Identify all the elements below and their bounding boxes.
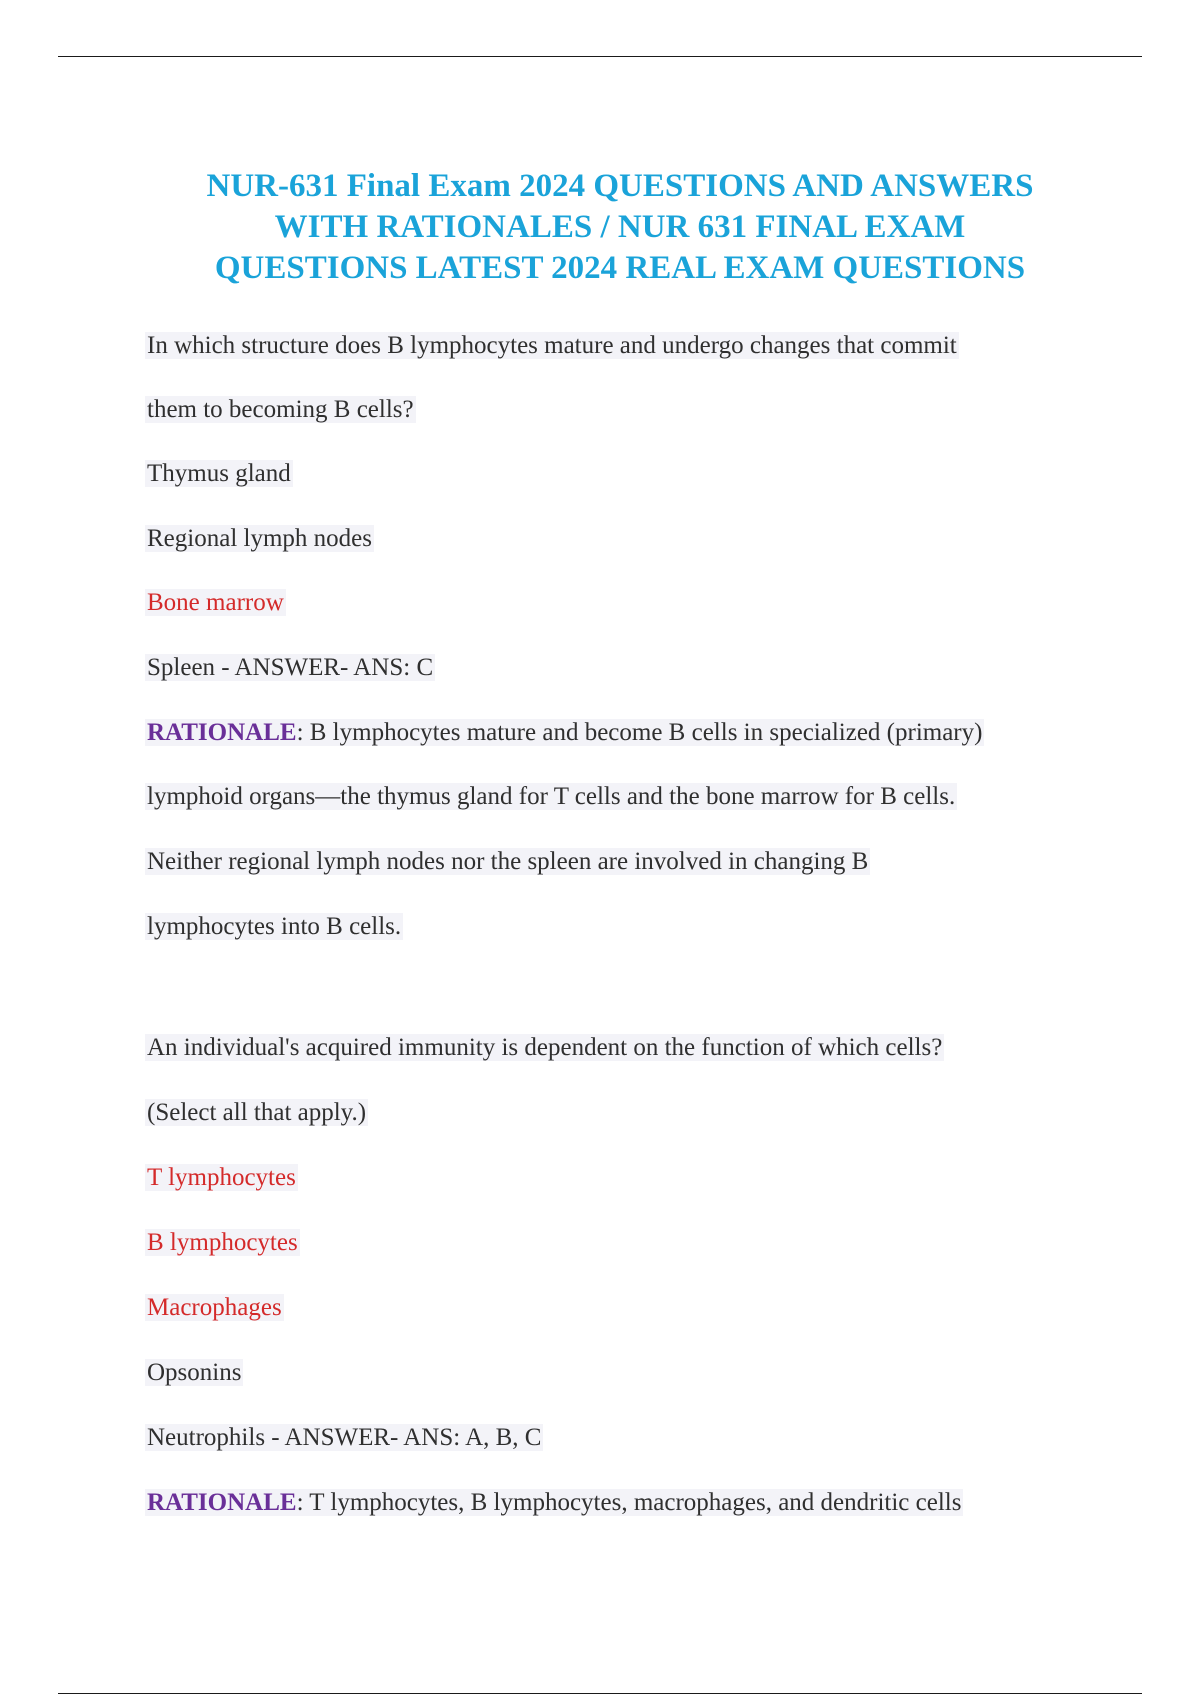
rationale-label: RATIONALE bbox=[147, 719, 297, 746]
question-2-option-b-correct: B lymphocytes bbox=[147, 1229, 298, 1256]
question-1-text-line-1: In which structure does B lymphocytes mature and undergo changes that commit bbox=[147, 332, 957, 359]
question-1-option-a: Thymus gland bbox=[147, 460, 291, 487]
question-2-rationale-line-1: RATIONALE: T lymphocytes, B lymphocytes, macrophages, and dendritic cells bbox=[147, 1489, 962, 1516]
title-line-2: WITH RATIONALES / NUR 631 FINAL EXAM bbox=[274, 209, 966, 245]
question-2-text-line-2: (Select all that apply.) bbox=[147, 1099, 367, 1126]
top-rule bbox=[58, 56, 1142, 57]
question-2-option-d: Opsonins bbox=[147, 1359, 242, 1386]
question-1-rationale-line-4: lymphocytes into B cells. bbox=[147, 913, 402, 940]
question-1-option-c-correct: Bone marrow bbox=[147, 589, 284, 616]
question-1-rationale-line-2: lymphoid organs—the thymus gland for T cells and the bone marrow for B cells. bbox=[147, 783, 956, 810]
question-1-option-b: Regional lymph nodes bbox=[147, 525, 372, 552]
rationale-label: RATIONALE bbox=[147, 1489, 297, 1516]
question-2-option-e-answer-key: Neutrophils - ANSWER- ANS: A, B, C bbox=[147, 1424, 542, 1451]
question-2-option-a-correct: T lymphocytes bbox=[147, 1164, 296, 1191]
question-1-option-d-answer-key: Spleen - ANSWER- ANS: C bbox=[147, 654, 434, 681]
document-title bbox=[100, 166, 1140, 289]
question-1-rationale-line-1: RATIONALE: B lymphocytes mature and become B cells in specialized (primary) bbox=[147, 719, 983, 746]
title-line-1: NUR-631 Final Exam 2024 QUESTIONS AND ANSWERS bbox=[206, 168, 1034, 204]
question-2-option-c-correct: Macrophages bbox=[147, 1294, 282, 1321]
question-2-text-line-1: An individual's acquired immunity is dependent on the function of which cells? bbox=[147, 1034, 943, 1061]
question-1-rationale-line-3: Neither regional lymph nodes nor the spleen are involved in changing B bbox=[147, 848, 869, 875]
title-line-3: QUESTIONS LATEST 2024 REAL EXAM QUESTIONS bbox=[214, 250, 1026, 286]
bottom-rule bbox=[58, 1693, 1142, 1694]
question-1-text-line-2: them to becoming B cells? bbox=[147, 396, 414, 423]
